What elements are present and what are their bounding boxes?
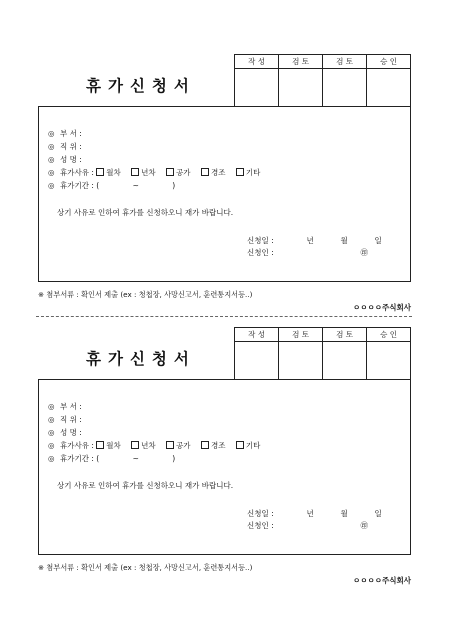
approval-sign-review-2[interactable] [323,342,367,380]
application-date[interactable] [247,508,382,519]
approval-sign-review-1[interactable] [279,69,323,107]
attachment-note: ※ 첨부서류 : 확인서 제출 (ex : 청첩장, 사망신고서, 훈련통지서등..) [38,290,253,299]
date-year: 년 [306,236,314,245]
applicant-label: 신청인 : [247,248,274,257]
checkbox-icon[interactable] [236,168,244,176]
field-name[interactable] [48,153,268,166]
field-position-label: 직 위 : [60,415,82,424]
checkbox-icon[interactable] [131,168,139,176]
field-dept-label: 부 서 : [60,129,82,138]
company-name: ㅇㅇㅇㅇ주식회사 [353,576,411,585]
cut-line-divider [36,316,412,317]
reason-option-official[interactable]: 공가 [166,441,191,450]
date-year: 년 [306,509,314,518]
field-list [48,400,268,465]
field-name-label: 성 명 : [60,428,82,437]
field-name-label: 성 명 : [60,155,82,164]
date-month: 월 [340,509,348,518]
approval-header-review-2: 검 토 [323,55,367,69]
approval-header-review-1: 검 토 [279,328,323,342]
applicant-row[interactable] [247,247,368,258]
seal-icon: ㊞ [360,248,368,257]
form-header [38,327,411,379]
approval-sign-author[interactable] [235,342,279,380]
bullet-icon: ◎ [48,181,55,190]
reason-option-official[interactable]: 공가 [166,168,191,177]
approval-header-author: 작 성 [235,328,279,342]
field-reason [48,439,268,452]
date-label: 신청일 : [247,509,274,518]
field-dept-label: 부 서 : [60,402,82,411]
reason-option-other[interactable]: 기타 [236,168,261,177]
date-day: 일 [374,509,382,518]
checkbox-icon[interactable] [166,441,174,449]
checkbox-icon[interactable] [131,441,139,449]
attachment-note: ※ 첨부서류 : 확인서 제출 (ex : 청첩장, 사망신고서, 훈련통지서등..) [38,563,253,572]
approval-table [234,54,411,107]
request-statement: 상기 사유로 인하여 휴가를 신청하오니 재가 바랍니다. [57,481,234,490]
application-date[interactable] [247,235,382,246]
bullet-icon: ◎ [48,402,55,411]
date-label: 신청일 : [247,236,274,245]
field-period-label: 휴가기간 : ( ~ ) [60,181,176,190]
reason-option-family-event[interactable]: 경조 [201,441,226,450]
request-statement: 상기 사유로 인하여 휴가를 신청하오니 재가 바랍니다. [57,208,234,217]
reason-option-other[interactable]: 기타 [236,441,261,450]
checkbox-icon[interactable] [201,441,209,449]
bullet-icon: ◎ [48,129,55,138]
reason-option-monthly[interactable]: 월차 [96,441,121,450]
bullet-icon: ◎ [48,168,55,177]
bullet-icon: ◎ [48,428,55,437]
reason-option-annual[interactable]: 년차 [131,441,156,450]
approval-header-review-1: 검 토 [279,55,323,69]
reason-option-annual[interactable]: 년차 [131,168,156,177]
checkbox-icon[interactable] [201,168,209,176]
approval-sign-review-2[interactable] [323,69,367,107]
applicant-row[interactable] [247,520,368,531]
date-month: 월 [340,236,348,245]
approval-header-author: 작 성 [235,55,279,69]
form-header [38,54,411,106]
bullet-icon: ◎ [48,155,55,164]
field-dept[interactable] [48,127,268,140]
applicant-label: 신청인 : [247,521,274,530]
checkbox-icon[interactable] [96,168,104,176]
leave-request-form-2 [38,327,411,586]
form-body-box [38,379,411,555]
checkbox-icon[interactable] [166,168,174,176]
approval-header-approve: 승 인 [367,328,411,342]
approval-sign-author[interactable] [235,69,279,107]
bullet-icon: ◎ [48,441,55,450]
approval-sign-review-1[interactable] [279,342,323,380]
checkbox-icon[interactable] [96,441,104,449]
field-period[interactable] [48,179,268,192]
reason-option-monthly[interactable]: 월차 [96,168,121,177]
date-day: 일 [374,236,382,245]
form-title: 휴가신청서 [86,76,196,95]
form-title: 휴가신청서 [86,349,196,368]
checkbox-icon[interactable] [236,441,244,449]
leave-request-form-1 [38,54,411,313]
reason-option-family-event[interactable]: 경조 [201,168,226,177]
form-body-box [38,106,411,282]
bullet-icon: ◎ [48,142,55,151]
field-dept[interactable] [48,400,268,413]
field-position[interactable] [48,413,268,426]
field-name[interactable] [48,426,268,439]
field-reason [48,166,268,179]
field-period[interactable] [48,452,268,465]
field-reason-label: 휴가사유 : [60,168,94,177]
approval-table [234,327,411,380]
field-position[interactable] [48,140,268,153]
bullet-icon: ◎ [48,454,55,463]
field-list [48,127,268,192]
approval-sign-approve[interactable] [367,342,411,380]
bullet-icon: ◎ [48,415,55,424]
approval-sign-approve[interactable] [367,69,411,107]
approval-header-approve: 승 인 [367,55,411,69]
field-reason-label: 휴가사유 : [60,441,94,450]
field-period-label: 휴가기간 : ( ~ ) [60,454,176,463]
seal-icon: ㊞ [360,521,368,530]
approval-header-review-2: 검 토 [323,328,367,342]
company-name: ㅇㅇㅇㅇ주식회사 [353,303,411,312]
field-position-label: 직 위 : [60,142,82,151]
